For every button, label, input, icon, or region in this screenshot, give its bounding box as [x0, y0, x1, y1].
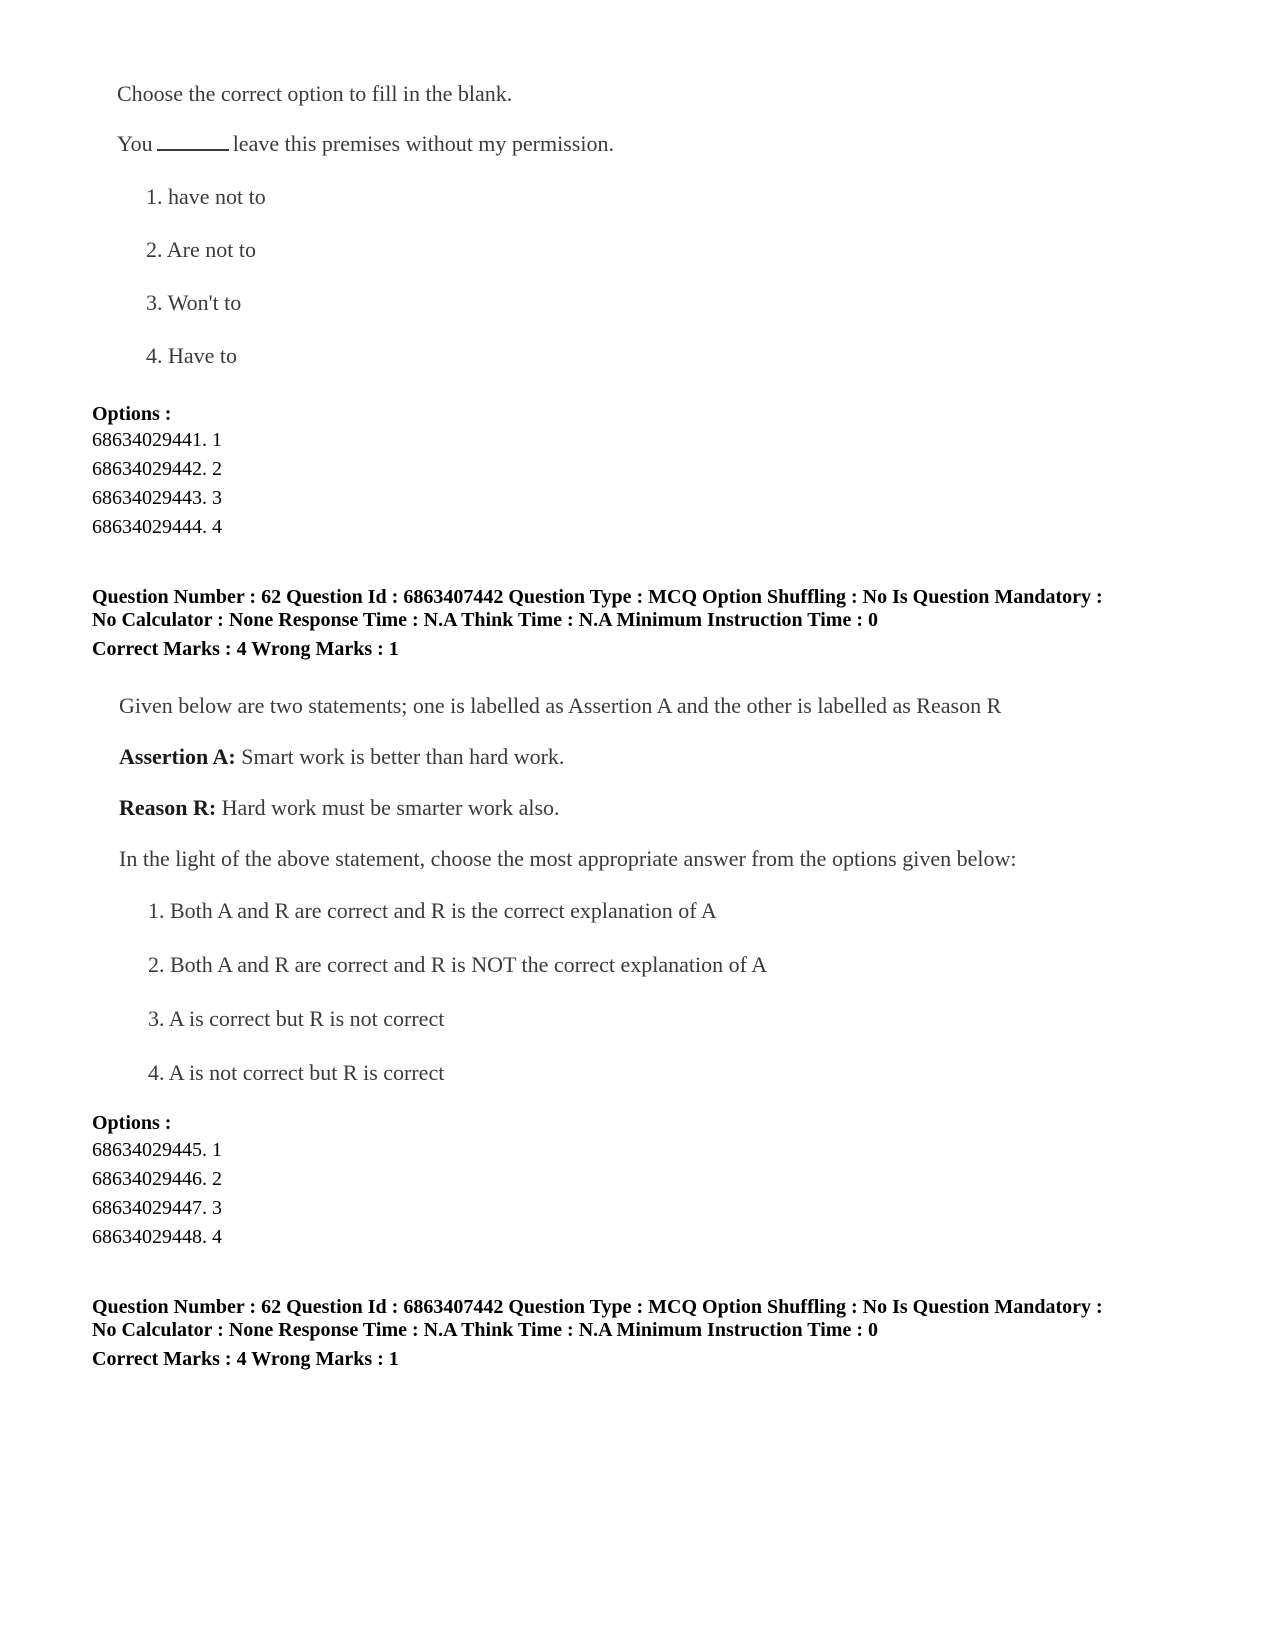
meta1-line2: No Calculator : None Response Time : N.A Think Time : N.A Minimum Instruction Time : 0 [92, 609, 878, 631]
q2-reason [119, 794, 560, 822]
option-id: 68634029442. 2 [92, 458, 222, 480]
q2-choice: 1. Both A and R are correct and R is the correct explanation of A [148, 898, 717, 923]
option-id: 68634029448. 4 [92, 1226, 222, 1248]
options2-label: Options : [92, 1112, 172, 1134]
q1-sentence-end: leave this premises without my permission. [232, 131, 614, 156]
q1-choice: 4. Have to [146, 343, 238, 368]
reason-label: Reason R: [119, 795, 217, 820]
option-id: 68634029443. 3 [92, 487, 222, 509]
q2-choice: 2. Both A and R are correct and R is NOT the correct explanation of A [148, 952, 768, 977]
reason-text: Hard work must be smarter work also. [221, 795, 560, 820]
option-id: 68634029446. 2 [92, 1168, 222, 1190]
q1-sentence [117, 130, 614, 158]
q2-choice: 3. A is correct but R is not correct [148, 1006, 445, 1031]
q2-prompt: In the light of the above statement, choose the most appropriate answer from the options given below: [119, 846, 1017, 871]
option-id: 68634029444. 4 [92, 516, 222, 538]
q1-sentence-start: You [117, 131, 153, 156]
q1-choice: 1. have not to [146, 184, 266, 209]
option-id: 68634029441. 1 [92, 429, 222, 451]
assertion-label: Assertion A: [119, 744, 236, 769]
q1-blank [157, 131, 229, 151]
meta2-line3: Correct Marks : 4 Wrong Marks : 1 [92, 1348, 399, 1370]
meta1-line1: Question Number : 62 Question Id : 6863407442 Question Type : MCQ Option Shuffling : No Is Question Mandatory : [92, 586, 1103, 608]
options1-label: Options : [92, 403, 172, 425]
option-id: 68634029447. 3 [92, 1197, 222, 1219]
q2-assertion [119, 743, 564, 771]
meta2-line1: Question Number : 62 Question Id : 6863407442 Question Type : MCQ Option Shuffling : No Is Question Mandatory : [92, 1296, 1103, 1318]
q1-choice: 3. Won't to [146, 290, 242, 315]
option-id: 68634029445. 1 [92, 1139, 222, 1161]
meta2-line2: No Calculator : None Response Time : N.A Think Time : N.A Minimum Instruction Time : 0 [92, 1319, 878, 1341]
assertion-text: Smart work is better than hard work. [241, 744, 565, 769]
q1-choice: 2. Are not to [146, 237, 256, 262]
q1-instruction: Choose the correct option to fill in the blank. [117, 81, 513, 106]
q2-intro: Given below are two statements; one is labelled as Assertion A and the other is labelled as Reason R [119, 693, 1002, 718]
meta1-line3: Correct Marks : 4 Wrong Marks : 1 [92, 638, 399, 660]
q2-choice: 4. A is not correct but R is correct [148, 1060, 445, 1085]
